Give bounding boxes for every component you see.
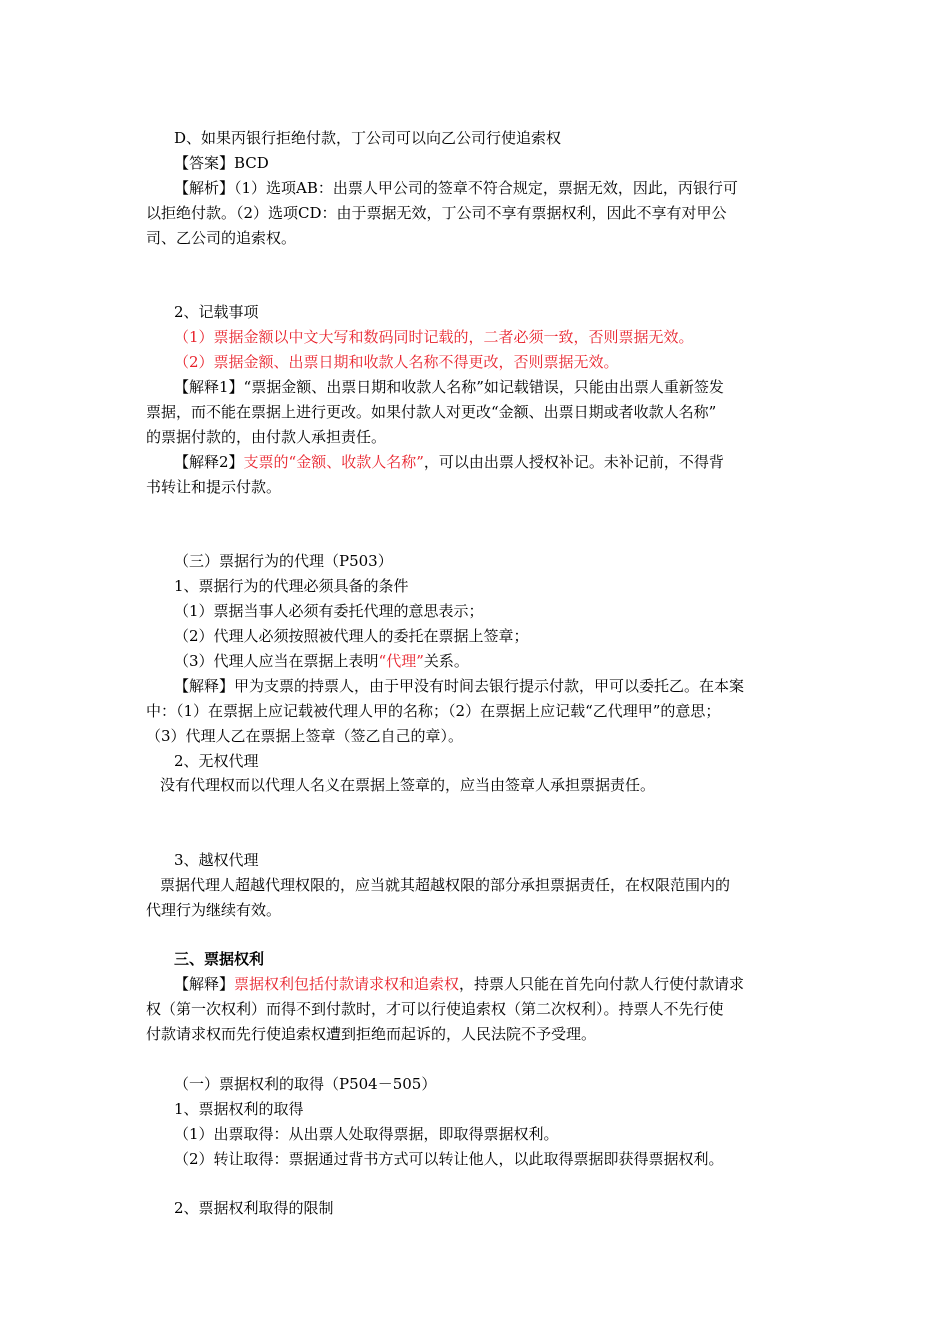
- rights-note-rest: ，持票人只能在首先向付款人行使付款请求: [459, 975, 745, 993]
- subsection-heading: 1、票据权利的取得: [174, 1100, 304, 1118]
- note2-highlight: 支票的“金额、收款人名称”: [243, 453, 424, 471]
- part-heading: 三、票据权利: [174, 950, 265, 968]
- section-heading: 2、记载事项: [174, 303, 259, 321]
- subsection-heading: 3、越权代理: [174, 851, 259, 869]
- answer: 【答案】BCD: [174, 154, 269, 172]
- rights-note-line-2: 权（第一次权利）而得不到付款时，才可以行使追索权（第二次权利）。持票人不先行使: [146, 1000, 724, 1018]
- note1-line-2: 票据，而不能在票据上进行更改。如果付款人对更改“金额、出票日期或者收款人名称”: [146, 403, 717, 421]
- option-d: D、如果丙银行拒绝付款，丁公司可以向乙公司行使追索权: [174, 129, 562, 147]
- record-item-1: [174, 325, 846, 350]
- subsection-heading: 2、无权代理: [174, 752, 259, 770]
- agency-note-line-2: 中：（1）在票据上应记载被代理人甲的名称；（2）在票据上应记载“乙代理甲”的意思；: [146, 702, 721, 720]
- condition-3-pre: （3）代理人应当在票据上表明: [174, 652, 379, 670]
- section-heading: （一）票据权利的取得（P504－505）: [174, 1075, 437, 1093]
- condition-3-highlight: “代理”: [378, 652, 424, 670]
- unauthorized-agency-text: 没有代理权而以代理人名义在票据上签章的，应当由签章人承担票据责任。: [160, 776, 656, 794]
- exceed-agency-line-1: 票据代理人超越代理权限的，应当就其超越权限的部分承担票据责任，在权限范围内的: [160, 876, 731, 894]
- agency-note-line-3: （3）代理人乙在票据上签章（签乙自己的章）。: [146, 727, 464, 745]
- condition-3: [174, 649, 846, 674]
- record-item-2: [174, 350, 846, 375]
- agency-note-line-1: 【解释】甲为支票的持票人，由于甲没有时间去银行提示付款，甲可以委托乙。在本案: [174, 677, 745, 695]
- acquisition-item-2: （2）转让取得：票据通过背书方式可以转让他人，以此取得票据即获得票据权利。: [174, 1150, 724, 1168]
- analysis-line-2: 以拒绝付款。（2）选项CD：由于票据无效，丁公司不享有票据权利，因此不享有对甲公: [146, 204, 727, 222]
- analysis-line-3: 司、乙公司的追索权。: [146, 229, 297, 247]
- subsection-heading: 2、票据权利取得的限制: [174, 1199, 334, 1217]
- rights-note-label: 【解释】: [174, 975, 235, 993]
- note1-line-1: 【解释1】“票据金额、出票日期和收款人名称”如记载错误，只能由出票人重新签发: [174, 378, 724, 396]
- analysis-line-1: 【解析】（1）选项AB：出票人甲公司的签章不符合规定，票据无效，因此，丙银行可: [174, 179, 738, 197]
- rights-note-highlight: 票据权利包括付款请求权和追索权: [234, 975, 460, 993]
- exceed-agency-line-2: 代理行为继续有效。: [146, 901, 282, 919]
- note2-line-1: [174, 450, 846, 475]
- note2-label: 【解释2】: [174, 453, 244, 471]
- rights-note-line-3: 付款请求权而先行使追索权遭到拒绝而起诉的，人民法院不予受理。: [146, 1025, 597, 1043]
- record-item-2-text: （2）票据金额、出票日期和收款人名称不得更改，否则票据无效。: [174, 353, 619, 371]
- acquisition-item-1: （1）出票取得：从出票人处取得票据，即取得票据权利。: [174, 1125, 559, 1143]
- note2-rest: ，可以由出票人授权补记。未补记前，不得背: [423, 453, 724, 471]
- subsection-heading: 1、票据行为的代理必须具备的条件: [174, 577, 409, 595]
- condition-3-post: 关系。: [423, 652, 469, 670]
- condition-2: （2）代理人必须按照被代理人的委托在票据上签章；: [174, 627, 529, 645]
- record-item-1-text: （1）票据金额以中文大写和数码同时记载的，二者必须一致，否则票据无效。: [174, 328, 694, 346]
- note1-line-3: 的票据付款的，由付款人承担责任。: [146, 428, 387, 446]
- condition-1: （1）票据当事人必须有委托代理的意思表示；: [174, 602, 484, 620]
- section-heading: （三）票据行为的代理（P503）: [174, 552, 393, 570]
- note2-line-2: 书转让和提示付款。: [146, 478, 282, 496]
- rights-note-line-1: [174, 972, 846, 997]
